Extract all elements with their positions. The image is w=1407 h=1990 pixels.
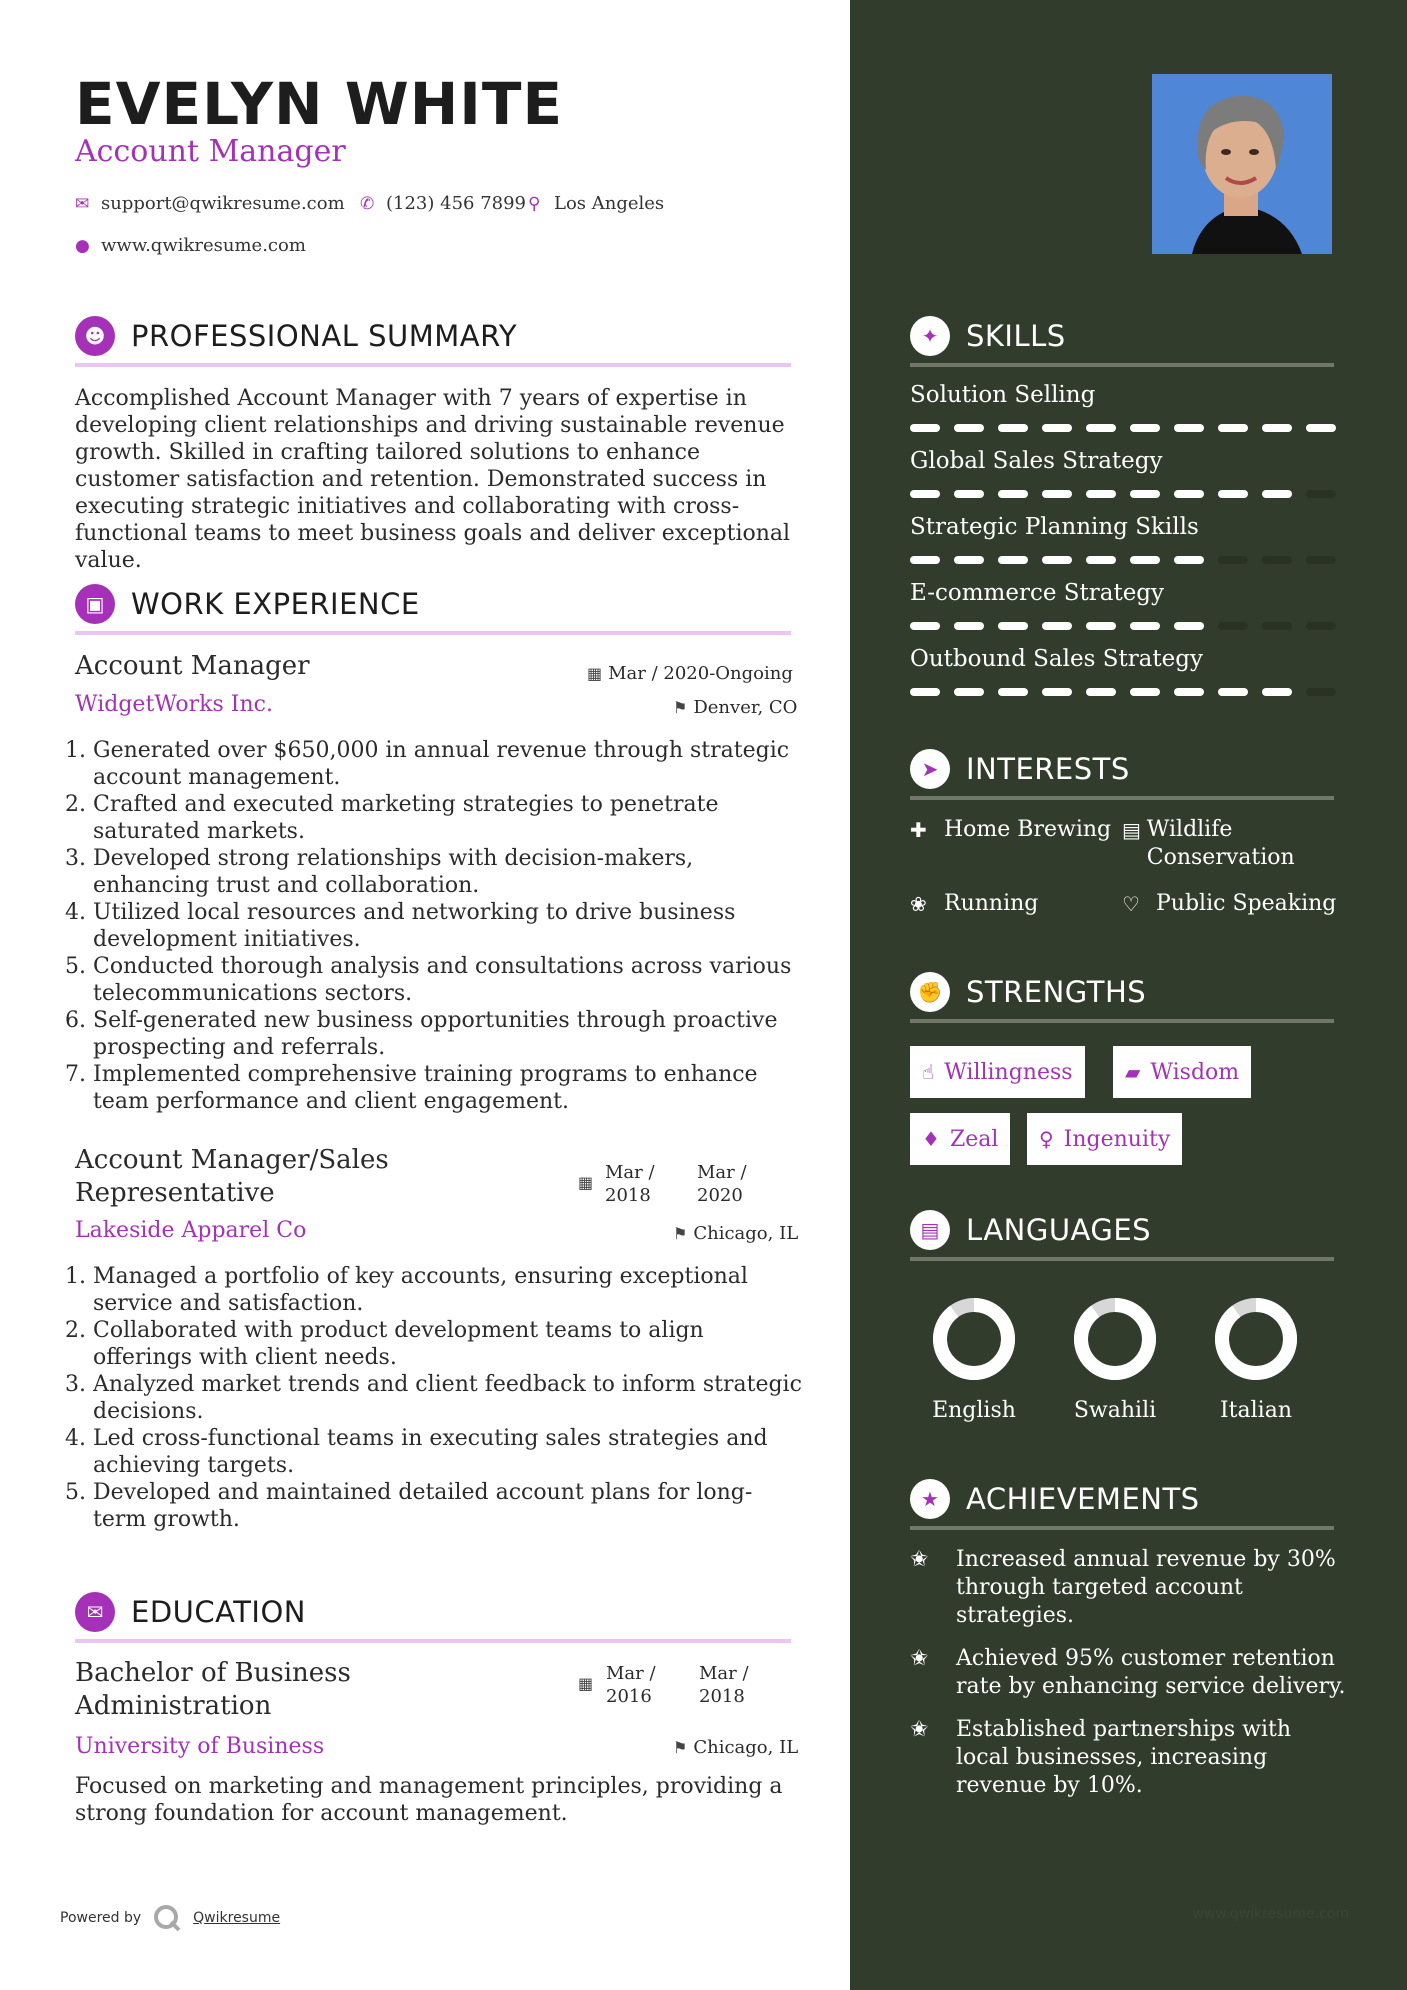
skill-level-dash: [1086, 688, 1116, 696]
education-location-text: Chicago, IL: [693, 1737, 799, 1758]
job-2-start-month: Mar /: [605, 1162, 655, 1183]
job-1-company: WidgetWorks Inc.: [75, 692, 273, 717]
skill-level-dash: [1130, 556, 1160, 564]
skills-divider: [910, 363, 1334, 367]
briefcase-icon: ▣: [75, 584, 115, 624]
skill-level-dash: [1306, 556, 1336, 564]
job-1-responsibilities: [93, 737, 803, 1115]
skill-level-dash: [1174, 424, 1204, 432]
powered-by-label: Powered by: [60, 1910, 142, 1926]
skill-level-dash: [1306, 490, 1336, 498]
skill-level-dash: [1042, 622, 1072, 630]
skill-level-dash: [910, 622, 940, 630]
strength-badge: [910, 1113, 1010, 1165]
job-1-bullet: 2. Crafted and executed marketing strategies to penetrate saturated markets.: [93, 791, 803, 845]
website-text[interactable]: www.qwikresume.com: [101, 235, 306, 256]
job-1-bullet: 4. Utilized local resources and networking to drive business development initiatives.: [93, 899, 803, 953]
contact-website[interactable]: [75, 235, 306, 256]
calendar-icon: ▦: [578, 1173, 594, 1192]
job-1-bullet: 5. Conducted thorough analysis and consultations across various telecommunications sectors.: [93, 953, 803, 1007]
summary-divider: [75, 363, 791, 367]
skill-level-dash: [1086, 622, 1116, 630]
map-marker-icon: ⚲: [528, 193, 541, 214]
job-2-responsibilities: [93, 1263, 803, 1533]
skill-level-dash: [998, 688, 1028, 696]
skill-name: E-commerce Strategy: [910, 580, 1165, 606]
contact-email[interactable]: [75, 193, 345, 214]
education-divider: [75, 1639, 791, 1643]
skill-level-dash: [1218, 490, 1248, 498]
puzzle-icon: ✚: [910, 818, 927, 842]
phone-icon: ✆: [360, 193, 375, 214]
interests-divider: [910, 796, 1334, 800]
pin-icon: ⚑: [673, 1224, 688, 1243]
fire-icon: ♦: [922, 1127, 940, 1151]
interest-label: Public Speaking: [1156, 891, 1337, 916]
envelope-icon: ✉: [75, 193, 90, 214]
skill-level-dash: [1086, 424, 1116, 432]
language-item: [1196, 1294, 1316, 1423]
job-2-location-text: Chicago, IL: [693, 1223, 799, 1244]
portrait-image: [1152, 74, 1332, 254]
education-end-month: Mar /: [699, 1663, 749, 1684]
education-end-date: [699, 1662, 749, 1708]
school: University of Business: [75, 1734, 325, 1759]
heartbeat-icon: ♡: [1122, 892, 1140, 916]
skill-level-dash: [1262, 490, 1292, 498]
education-title: EDUCATION: [131, 1595, 307, 1629]
skill-name: Strategic Planning Skills: [910, 514, 1199, 540]
location-text: Los Angeles: [554, 193, 665, 214]
skill-level-dash: [954, 424, 984, 432]
skill-level-dash: [954, 688, 984, 696]
strength-label: Willingness: [944, 1059, 1073, 1085]
skill-name: Solution Selling: [910, 382, 1096, 408]
skill-level-dash: [954, 556, 984, 564]
skill-level-dash: [1218, 556, 1248, 564]
lightbulb-icon: ♀: [1039, 1127, 1054, 1151]
job-2-bullet: 5. Developed and maintained detailed account plans for long-term growth.: [93, 1479, 803, 1533]
languages-title: LANGUAGES: [966, 1213, 1152, 1247]
education-calendar: [578, 1673, 599, 1694]
job-1-bullet: 1. Generated over $650,000 in annual revenue through strategic account management.: [93, 737, 803, 791]
language-ring-fill: [1081, 1305, 1149, 1373]
degree: Bachelor of Business Administration: [75, 1658, 351, 1721]
job-2-title: Account Manager/Sales Representative: [75, 1145, 389, 1208]
skill-level-dash: [1306, 688, 1336, 696]
skill-level-dash: [1218, 424, 1248, 432]
skill-level-dash: [910, 490, 940, 498]
fist-icon: ✊: [910, 972, 950, 1012]
job-1-title: Account Manager: [75, 651, 310, 681]
strengths-heading: [910, 972, 1146, 1012]
star-icon: ★: [910, 1479, 950, 1519]
job-2-bullet: 1. Managed a portfolio of key accounts, ensuring exceptional service and satisfaction.: [93, 1263, 803, 1317]
strength-badge: [1027, 1113, 1182, 1165]
skill-level-dash: [1174, 490, 1204, 498]
skill-level-bar: [910, 622, 1336, 630]
education-description: Focused on marketing and management principles, providing a strong foundation for account management.: [75, 1774, 783, 1826]
book-icon: ▰: [1125, 1060, 1141, 1084]
summary-title: PROFESSIONAL SUMMARY: [131, 319, 518, 353]
strengths-divider: [910, 1019, 1334, 1023]
skill-level-dash: [1130, 424, 1160, 432]
interests-heading: [910, 749, 1130, 789]
skill-level-dash: [1130, 490, 1160, 498]
email-text[interactable]: support@qwikresume.com: [101, 193, 345, 214]
interest-label: Running: [944, 891, 1039, 916]
skill-level-dash: [1042, 688, 1072, 696]
language-item: [914, 1294, 1034, 1423]
skill-level-dash: [1262, 622, 1292, 630]
job-2-end-year: 2020: [697, 1185, 743, 1206]
calendar-icon: ▦: [578, 1674, 594, 1693]
strength-label: Zeal: [949, 1126, 999, 1152]
chalkboard-icon: ▤: [1122, 818, 1141, 842]
skill-level-dash: [1306, 424, 1336, 432]
skill-level-bar: [910, 556, 1336, 564]
experience-heading: [75, 584, 420, 624]
skill-level-dash: [910, 688, 940, 696]
contact-location: [528, 193, 664, 214]
graduation-icon: ✉: [75, 1592, 115, 1632]
skill-level-dash: [910, 556, 940, 564]
job-1-bullet: 7. Implemented comprehensive training programs to enhance team performance and client engagement.: [93, 1061, 803, 1115]
skill-level-dash: [954, 622, 984, 630]
job-2-calendar: [578, 1172, 599, 1193]
language-name: Italian: [1219, 1398, 1292, 1423]
paw-icon: ❀: [910, 892, 927, 916]
job-2-end-month: Mar /: [697, 1162, 747, 1183]
skill-level-dash: [1086, 490, 1116, 498]
interest-label: Wildlife Conservation: [1146, 817, 1295, 870]
job-1-bullet: 3. Developed strong relationships with decision-makers, enhancing trust and collaboration.: [93, 845, 803, 899]
user-icon: ☻: [75, 316, 115, 356]
languages-divider: [910, 1257, 1334, 1261]
language-item: [1055, 1294, 1175, 1423]
language-icon: ▤: [910, 1210, 950, 1250]
skill-level-dash: [998, 556, 1028, 564]
language-name: Swahili: [1073, 1398, 1157, 1423]
education-start-year: 2016: [606, 1686, 652, 1707]
job-1-dates-text: Mar / 2020-Ongoing: [608, 663, 793, 684]
language-proficiency-ring: [929, 1294, 1019, 1384]
pin-icon: ⚑: [673, 1738, 688, 1757]
education-heading: [75, 1592, 306, 1632]
skill-level-dash: [1262, 688, 1292, 696]
skill-level-bar: [910, 688, 1336, 696]
education-location: [673, 1737, 798, 1758]
job-1-location: [673, 697, 797, 718]
achievements-heading: [910, 1479, 1200, 1519]
skill-level-dash: [1174, 622, 1204, 630]
skill-level-dash: [998, 622, 1028, 630]
phone-text[interactable]: (123) 456 7899: [386, 193, 527, 214]
skill-level-dash: [1042, 424, 1072, 432]
education-start-date: [606, 1662, 656, 1708]
interest-item: [1122, 816, 1322, 872]
skill-level-dash: [1174, 556, 1204, 564]
language-name: English: [932, 1398, 1016, 1423]
skill-level-dash: [1262, 424, 1292, 432]
job-1-dates: [587, 663, 793, 684]
achievement-star-icon: ✬: [910, 1547, 929, 1572]
strength-label: Ingenuity: [1063, 1126, 1171, 1152]
thumbs-up-icon: ☝: [922, 1060, 935, 1084]
skill-name: Global Sales Strategy: [910, 448, 1163, 474]
strength-badge: [1113, 1046, 1251, 1098]
skills-heading: [910, 316, 1066, 356]
strength-label: Wisdom: [1150, 1059, 1240, 1085]
watermark: www.qwikresume.com: [1192, 1906, 1349, 1922]
skill-level-dash: [998, 490, 1028, 498]
achievement-item: [910, 1546, 1350, 1630]
language-ring-fill: [940, 1305, 1008, 1373]
job-2-bullet: 4. Led cross-functional teams in executing sales strategies and achieving targets.: [93, 1425, 803, 1479]
paper-plane-icon: ➤: [910, 749, 950, 789]
skill-level-dash: [954, 490, 984, 498]
qwikresume-logo-icon: [153, 1904, 181, 1932]
job-2-company: Lakeside Apparel Co: [75, 1218, 307, 1243]
skill-level-bar: [910, 424, 1336, 432]
languages-heading: [910, 1210, 1151, 1250]
skill-level-dash: [910, 424, 940, 432]
calendar-icon: ▦: [587, 664, 603, 683]
sidebar: [850, 0, 1407, 1990]
pin-icon: ⚑: [673, 698, 688, 717]
language-proficiency-ring: [1211, 1294, 1301, 1384]
candidate-name: EVELYN WHITE: [75, 70, 564, 138]
achievements-divider: [910, 1526, 1334, 1530]
education-start-month: Mar /: [606, 1663, 656, 1684]
job-2-bullet: 3. Analyzed market trends and client feedback to inform strategic decisions.: [93, 1371, 803, 1425]
skill-level-dash: [1306, 622, 1336, 630]
experience-divider: [75, 631, 791, 635]
skill-level-dash: [1130, 688, 1160, 696]
education-end-year: 2018: [699, 1686, 745, 1707]
achievement-text: Achieved 95% customer retention rate by enhancing service delivery.: [956, 1646, 1346, 1699]
skill-level-dash: [1174, 688, 1204, 696]
skill-level-dash: [1042, 556, 1072, 564]
job-2-start-date: [605, 1161, 655, 1207]
skill-level-dash: [1218, 688, 1248, 696]
language-ring-fill: [1222, 1305, 1290, 1373]
job-1-location-text: Denver, CO: [693, 697, 798, 718]
skill-level-dash: [1262, 556, 1292, 564]
strengths-title: STRENGTHS: [966, 975, 1147, 1009]
interest-item: [910, 816, 1111, 844]
achievement-text: Established partnerships with local businesses, increasing revenue by 10%.: [956, 1717, 1292, 1798]
achievement-item: [910, 1645, 1350, 1701]
language-proficiency-ring: [1070, 1294, 1160, 1384]
skills-title: SKILLS: [966, 319, 1066, 353]
summary-heading: [75, 316, 517, 356]
strength-badge: [910, 1046, 1085, 1098]
job-2-end-date: [697, 1161, 747, 1207]
achievement-star-icon: ✬: [910, 1717, 929, 1742]
skill-level-dash: [1130, 622, 1160, 630]
job-title: Account Manager: [75, 134, 346, 169]
skill-level-dash: [1218, 622, 1248, 630]
qwikresume-link[interactable]: Qwikresume: [193, 1910, 281, 1926]
achievement-text: Increased annual revenue by 30% through targeted account strategies.: [956, 1547, 1336, 1628]
skill-level-dash: [1086, 556, 1116, 564]
contact-phone[interactable]: [360, 193, 526, 214]
lightbulb-icon: ✦: [910, 316, 950, 356]
globe-icon: ●: [75, 235, 90, 256]
skill-name: Outbound Sales Strategy: [910, 646, 1203, 672]
skill-level-dash: [998, 424, 1028, 432]
profile-photo: [1152, 74, 1332, 254]
achievement-item: [910, 1716, 1350, 1800]
job-2-start-year: 2018: [605, 1185, 651, 1206]
interest-item: [910, 890, 1038, 918]
skill-level-dash: [1042, 490, 1072, 498]
interests-title: INTERESTS: [966, 752, 1130, 786]
experience-title: WORK EXPERIENCE: [131, 587, 420, 621]
job-2-bullet: 2. Collaborated with product development teams to align offerings with client needs.: [93, 1317, 803, 1371]
interest-item: [1122, 890, 1336, 918]
summary-text: Accomplished Account Manager with 7 years of expertise in developing client relationships and driving sustainable revenue growth. Skilled in crafting tailored solutions to enhance customer satisfaction and retention. Demonstrated success in executing strategic initiatives and collaborating with cross-functional teams to meet business goals and deliver exceptional value.: [75, 386, 791, 573]
powered-by: [60, 1904, 280, 1932]
job-1-bullet: 6. Self-generated new business opportunities through proactive prospecting and referrals.: [93, 1007, 803, 1061]
achievement-star-icon: ✬: [910, 1646, 929, 1671]
job-2-location: [673, 1223, 798, 1244]
achievements-title: ACHIEVEMENTS: [966, 1482, 1200, 1516]
interest-label: Home Brewing: [944, 817, 1112, 842]
skill-level-bar: [910, 490, 1336, 498]
